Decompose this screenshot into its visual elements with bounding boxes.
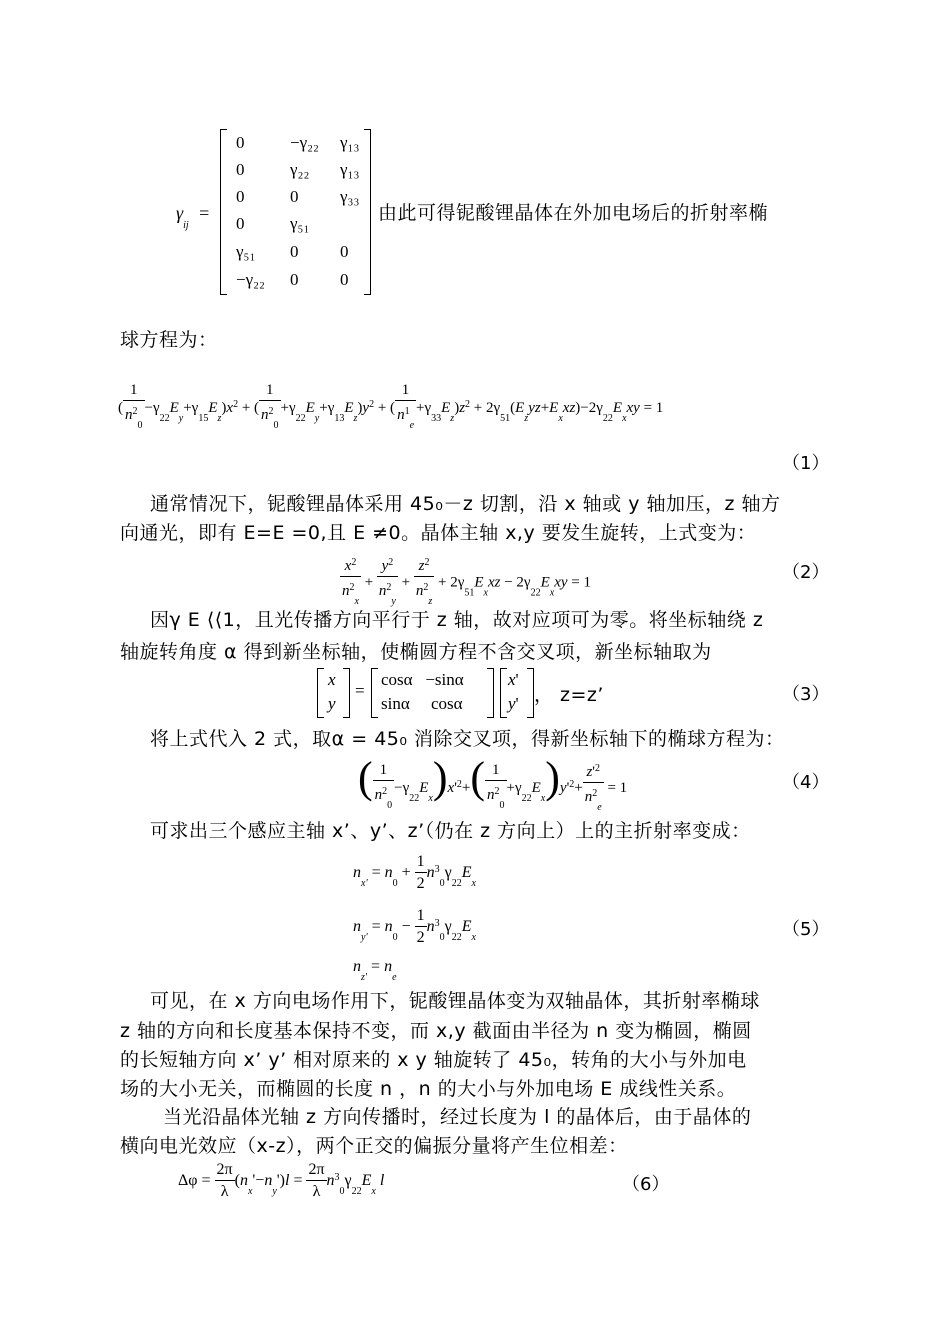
matrix-cell: 0 bbox=[340, 270, 349, 289]
paragraph-line: z 轴的方向和长度基本保持不变，而 x,y 截面由半径为 n 变为椭圆，椭圆 bbox=[120, 1020, 752, 1042]
paragraph-line: 通常情况下，铌酸锂晶体采用 45₀－z 切割，沿 x 轴或 y 轴加压，z 轴方 bbox=[150, 493, 781, 515]
matrix-cell: γ₂₂ bbox=[290, 160, 310, 179]
matrix-cell: γ₅₁ bbox=[290, 214, 310, 233]
paragraph-line: 可求出三个感应主轴 x’、y’、z’（仍在 z 方向上）上的主折射率变成： bbox=[150, 820, 751, 842]
matrix-cell: γ₅₁ bbox=[236, 242, 256, 261]
paragraph-line: 轴旋转角度 α 得到新坐标轴，使椭圆方程不含交叉项，新坐标轴取为 bbox=[120, 641, 712, 663]
matrix-cell: 0 bbox=[290, 242, 299, 261]
matrix-right-bracket bbox=[364, 129, 371, 295]
equation-number-4: （4） bbox=[782, 772, 830, 793]
matrix-left-bracket bbox=[220, 129, 227, 295]
paragraph-line: 将上式代入 2 式，取α = 45₀ 消除交叉项，得新坐标轴下的椭球方程为： bbox=[150, 728, 785, 750]
equation-2: $\frac{x^2}{n^2_x}$ + $\frac{y^2}{n^2_y}$ + $\frac{z^2}{n^2_z}$ + $2\gamma_{51}E_xxz - 2\gamma_{22}E_xxy = 1$ bbox=[340, 553, 591, 613]
matrix-cell: 0 bbox=[236, 187, 245, 206]
equation-4: ( $\frac{1}{n^2_0}$ $-\gamma_{22}E_x)x'^2+$( $\frac{1}{n^2_0}$ $+\gamma_{22}E_x)y'^2+$ $\frac{z'^2}{n^2_e}$ = 1 bbox=[358, 753, 628, 813]
equation-number-6: （6） bbox=[622, 1174, 670, 1195]
paragraph-line: 因γ E ⟨⟨1，且光传播方向平行于 z 轴，故对应项可为零。将坐标轴绕 z bbox=[150, 609, 764, 631]
matrix-cell: 0 bbox=[236, 160, 245, 179]
text-line: 球方程为： bbox=[120, 329, 218, 351]
matrix-label: $\gamma_{ij}$ = bbox=[176, 203, 210, 231]
matrix-cell: γ₁₃ bbox=[340, 160, 360, 179]
matrix-trailing-text: 由此可得铌酸锂晶体在外加电场后的折射率椭 bbox=[378, 202, 769, 224]
matrix-cell: 0 bbox=[290, 187, 299, 206]
document-page: $\gamma_{ij}$ = 0 −γ₂₂ γ₁₃ 0 γ₂₂ γ₁₃ 0 0 γ₃₃ 0 γ₅₁ γ₅₁ 0 0 −γ₂₂ 0 0 由此可得铌酸锂晶体在外加电场后的折射率椭 球方程为： ( $\frac{1}{n^2_0}$ $-\gamma_{22}E_y+\gamma_{15}E_z)x^2$ + ( $\frac{1}{n^2_0}$ $+\gamma_{22}E_y+\gamma_{13}E_z)y^2$ + ( $\frac{1}{n^1_e}$ $+\gamma_{33}E_z)z^2 + 2\gamma_{51}(E_zyz+E_xxz)-2\gamma_{22}E_xxy = 1$ （1） 通常情况下，铌酸锂晶体采用 45₀－z 切割，沿 x 轴或 y 轴加压，z 轴方 向通光，即有 E=E =0,且 E ≠0。晶体主轴 x,y 要发生旋转，上式变为： $\frac{x^2}{n^2_x}$ + $\frac{y^2}{n^2_y}$ + $\frac{z^2}{n^2_z}$ + $2\gamma_{51}E_xxz - 2\gamma_{22}E_xxy = 1$ （2） 因γ E ⟨⟨1，且光传播方向平行于 z 轴，故对应项可为零。将坐标轴绕 z 轴旋转角度 α 得到新坐标轴，使椭圆方程不含交叉项，新坐标轴取为 x y = cosα −sinα sinα cosα x' y' ， z=z’ （3） 将上式代入 2 式，取α = 45₀ 消除交叉项，得新坐标轴下的椭球方程为： ( $\frac{1}{n^2_0}$ $-\gamma_{22}E_x)x'^2+$( $\frac{1}{n^2_0}$ $+\gamma_{22}E_x)y'^2+$ $\frac{z'^2}{n^2_e}$ = 1 （4） 可求出三个感应主轴 x’、y’、z’（仍在 z 方向上）上的主折射率变成： $n_{x'} = n_0$ + $\frac{1}{2}$ $n^3_0\gamma_{22}E_x$ $n_{y'} = n_0$ − $\frac{1}{2}$ $n^3_0\gamma_{22}E_x$ $n_{z'} = n_e$ （5） 可见，在 x 方向电场作用下，铌酸锂晶体变为双轴晶体，其折射率椭球 z 轴的方向和长度基本保持不变，而 x,y 截面由半径为 n 变为椭圆，椭圆 的长短轴方向 x’ y’ 相对原来的 x y 轴旋转了 45₀，转角的大小与外加电 场的大小无关，而椭圆的长度 n ，n 的大小与外加电场 E 成线性关系。 当光沿晶体光轴 z 方向传播时，经过长度为 l 的晶体后，由于晶体的 横向电光效应（x-z），两个正交的偏振分量将产生位相差： Δφ = $\frac{2\pi}{\lambda}$ $(n_x'-n_y')l$ = $\frac{2\pi}{\lambda}$ $n^3_0\gamma_{22}E_x$ l （6） bbox=[0, 0, 950, 1344]
paragraph-line: 的长短轴方向 x’ y’ 相对原来的 x y 轴旋转了 45₀，转角的大小与外加电 bbox=[120, 1049, 747, 1071]
equation-6: Δφ = $\frac{2\pi}{\lambda}$ $(n_x'-n_y')l$ = $\frac{2\pi}{\lambda}$ $n^3_0\gamma_{22}E_x$ l bbox=[178, 1161, 385, 1200]
paragraph-line: 向通光，即有 E=E =0,且 E ≠0。晶体主轴 x,y 要发生旋转，上式变为： bbox=[120, 522, 757, 544]
equation-5-line-1: $n_{x'} = n_0$ + $\frac{1}{2}$ $n^3_0\gamma_{22}E_x$ bbox=[353, 853, 476, 892]
equation-5-line-2: $n_{y'} = n_0$ − $\frac{1}{2}$ $n^3_0\gamma_{22}E_x$ bbox=[353, 907, 476, 946]
paragraph-line: 可见，在 x 方向电场作用下，铌酸锂晶体变为双轴晶体，其折射率椭球 bbox=[150, 990, 760, 1012]
equation-number-1: （1） bbox=[782, 453, 830, 474]
equation-number-5: （5） bbox=[782, 919, 830, 940]
matrix-cell: γ₃₃ bbox=[340, 187, 360, 206]
matrix-cell: 0 bbox=[290, 270, 299, 289]
matrix-cell: −γ₂₂ bbox=[290, 133, 319, 152]
paragraph-line: 场的大小无关，而椭圆的长度 n ，n 的大小与外加电场 E 成线性关系。 bbox=[120, 1078, 737, 1100]
paragraph-line: 当光沿晶体光轴 z 方向传播时，经过长度为 l 的晶体后，由于晶体的 bbox=[163, 1106, 752, 1128]
matrix-cell: 0 bbox=[236, 133, 245, 152]
matrix-cell: 0 bbox=[340, 242, 349, 261]
matrix-cell: 0 bbox=[236, 214, 245, 233]
equation-5-line-3: $n_{z'} = n_e$ bbox=[353, 958, 397, 983]
equation-3-tail: ， z=z’ bbox=[534, 684, 604, 706]
matrix-cell: −γ₂₂ bbox=[236, 270, 265, 289]
equation-1: ( $\frac{1}{n^2_0}$ $-\gamma_{22}E_y+\gamma_{15}E_z)x^2$ + ( $\frac{1}{n^2_0}$ $+\gamma_{22}E_y+\gamma_{13}E_z)y^2$ + ( $\frac{1}{n^1_e}$ $+\gamma_{33}E_z)z^2 + 2\gamma_{51}(E_zyz+E_xxz)-2\gamma_{22}E_xxy = 1$ bbox=[118, 382, 664, 431]
equation-number-3: （3） bbox=[782, 684, 830, 705]
equation-number-2: （2） bbox=[782, 562, 830, 583]
matrix-cell: γ₁₃ bbox=[340, 133, 360, 152]
paragraph-line: 横向电光效应（x-z），两个正交的偏振分量将产生位相差： bbox=[120, 1135, 628, 1157]
